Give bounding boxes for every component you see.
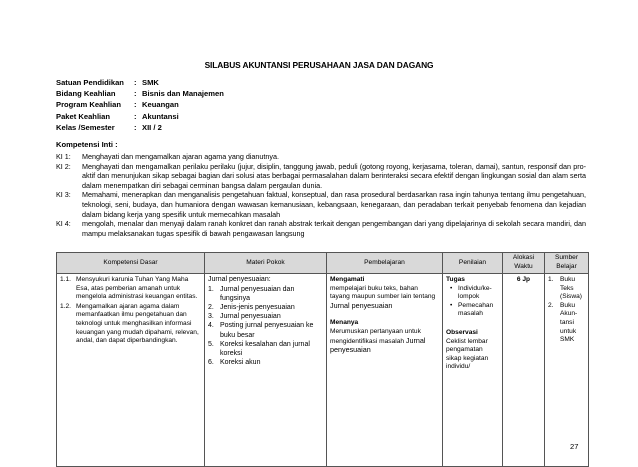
info-sep: : [134, 111, 137, 121]
kompetensi-inti-list [56, 152, 586, 238]
materi-heading: Jurnal penyesuaian: [208, 276, 271, 283]
header-sumber-belajar: Sumber Belajar [545, 253, 589, 274]
table-header-row [57, 253, 589, 274]
materi-item [208, 285, 323, 303]
kd-item [60, 276, 201, 302]
sumber-text: Buku Teks (Siswa) [560, 276, 582, 301]
materi-text: Koreksi akun [220, 359, 261, 367]
materi-item [208, 303, 323, 312]
kd-num: 1.1. [60, 276, 71, 283]
observasi-heading: Observasi [446, 328, 478, 336]
bullet-icon: • [450, 301, 453, 309]
info-row-bidang [56, 88, 224, 99]
info-value: XII / 2 [142, 122, 162, 132]
kd-text: Mensyukuri karunia Tuhan Yang Maha Esa, atas pemberian amanah untuk mengelola administrasi keuangan entitas. [76, 276, 198, 301]
kd-item [60, 303, 201, 346]
tugas-heading: Tugas [446, 276, 465, 283]
ki-text: Menghayati dan mengamalkan ajaran agama yang dianutnya. [82, 152, 279, 161]
info-label: Kelas /Semester [56, 122, 115, 132]
cell-materi-pokok [205, 274, 327, 467]
header-alokasi-waktu: Alokasi Waktu [503, 253, 545, 274]
tugas-item [446, 285, 499, 302]
cell-alokasi-waktu: 6 Jp [503, 274, 545, 467]
kd-text: Mengamalkan ajaran agama dalam memanfaatkan ilmu pengetahuan dan teknologi untuk menghasilkan informasi keuangan yang mudah dipahami, relevan, andal, dan dapat diperbandingkan. [76, 302, 199, 345]
materi-text: Posting jurnal penyesuaian ke buku besar [220, 322, 314, 339]
materi-num: 4. [208, 322, 214, 330]
header-penilaian: Penilaian [443, 253, 503, 274]
info-value: SMK [142, 78, 159, 87]
info-sep: : [134, 78, 137, 87]
page-title: SILABUS AKUNTANSI PERUSAHAAN JASA DAN DAGANG [204, 60, 434, 70]
ki-text: mengolah, menalar dan menyaji dalam ranah konkret dan ranah abstrak terkait dengan pengembangan dari yang dipelajarinya di sekolah secara mandiri, dan mampu melaksanakan tugas spesifik di bawah pengawasan langsung [82, 219, 586, 238]
info-value: Keuangan [142, 100, 179, 110]
sumber-item [548, 302, 585, 345]
info-label: Bidang Keahlian [56, 89, 116, 99]
ki-item [56, 152, 586, 162]
info-row-kelas [56, 122, 224, 133]
ki-code: KI 3: [56, 190, 71, 200]
tugas-text: Individu/ke-lompok [458, 284, 492, 301]
ki-text: Memahami, menerapkan dan menganalisis pengetahuan faktual, konseptual, dan rasa prosedural berdasarkan rasa ingin tahunya tentang ilmu pengetahuan, teknologi, seni, budaya, dan humaniora dengan wawasan kemanusiaan, kebangsaan, kenegaraan, dan peradaban terkait penyebab fenomena dan kejadian dalam bidang kerja yang spesifik untuk memecahkan masalah [82, 190, 586, 219]
ki-code: KI 4: [56, 219, 71, 229]
cell-sumber-belajar [545, 274, 589, 467]
info-label: Program Keahlian [56, 100, 121, 110]
materi-item [208, 312, 323, 321]
info-value: Bisnis dan Manajemen [142, 89, 224, 99]
materi-text: Jurnal penyesuaian [220, 313, 281, 321]
materi-text: Koreksi kesalahan dan jurnal koreksi [220, 340, 310, 358]
tugas-text: Pemecahan masalah [458, 301, 494, 318]
info-row-paket [56, 111, 224, 122]
mengamati-topic: Jurnal penyesuaian [330, 300, 393, 310]
ki-item [56, 162, 586, 191]
info-label: Paket Keahlian [56, 111, 111, 121]
ki-code: KI 1: [56, 152, 71, 161]
silabus-table [56, 252, 589, 467]
materi-num: 6. [208, 359, 214, 367]
kd-num: 1.2. [60, 302, 71, 310]
sumber-item [548, 276, 585, 302]
header-materi-pokok: Materi Pokok [205, 253, 327, 274]
sumber-num: 1. [548, 276, 554, 283]
page-number: 27 [570, 442, 579, 451]
materi-item [208, 321, 323, 339]
cell-pembelajaran [327, 274, 443, 467]
mengamati-heading: Mengamati [330, 276, 365, 283]
materi-num: 2. [208, 304, 214, 311]
ki-item [56, 190, 586, 219]
menanya-topic: Jurnal penyesuaian [330, 335, 426, 355]
info-row-satuan [56, 77, 224, 88]
header-pembelajaran: Pembelajaran [327, 253, 443, 274]
mengamati-desc: mempelajari buku teks, bahan tayang maupun sumber lain tentang [330, 284, 436, 301]
info-block [56, 77, 224, 133]
ki-code: KI 2: [56, 161, 71, 171]
materi-text: Jurnal penyesuaian dan fungsinya [220, 285, 295, 302]
menanya-text [330, 328, 439, 356]
ki-item [56, 219, 586, 238]
menanya-desc: Merumuskan pertanyaan untuk mengidentifikasi masalah [330, 327, 421, 345]
info-label: Satuan Pendidikan [56, 78, 124, 87]
header-kompetensi-dasar: Kompetensi Dasar [57, 253, 205, 274]
bullet-icon: • [450, 284, 453, 292]
materi-num: 5. [208, 340, 214, 348]
kompetensi-inti-heading: Kompetensi Inti : [56, 140, 118, 149]
tugas-item [446, 302, 499, 319]
materi-num: 3. [208, 313, 214, 321]
materi-num: 1. [208, 285, 214, 293]
table-row [57, 274, 589, 467]
cell-penilaian [443, 274, 503, 467]
sumber-text: Buku Akun-tansi untuk SMK [560, 301, 578, 344]
observasi-text: Ceklist lembar pengamatan sikap kegiatan individu/ [446, 337, 489, 371]
ki-text: Menghayati dan mengamalkan perilaku perilaku (jujur, disiplin, tanggung jawab, peduli (gotong royong, kerjasama, toleran, damai), santun, responsif dan pro-aktif dan menunjukan sikap sebagai bagian dari solusi atas berbagai permasalahan dalam berinteraksi secara efektif dengan lingkungan sosial dan alam serta dalam menempatkan diri sebagai cerminan bangsa dalam pergaulan dunia. [82, 161, 586, 190]
materi-text: Jenis-jenis penyesuaian [220, 304, 295, 311]
info-sep: : [134, 122, 137, 132]
cell-kompetensi-dasar [57, 274, 205, 467]
menanya-heading: Menanya [330, 319, 359, 327]
mengamati-text [330, 285, 439, 312]
info-sep: : [134, 89, 137, 99]
materi-item [208, 340, 323, 358]
sumber-num: 2. [548, 301, 554, 309]
info-sep: : [134, 100, 137, 110]
materi-item [208, 358, 323, 367]
info-value: Akuntansi [142, 111, 179, 121]
info-row-program [56, 99, 224, 110]
